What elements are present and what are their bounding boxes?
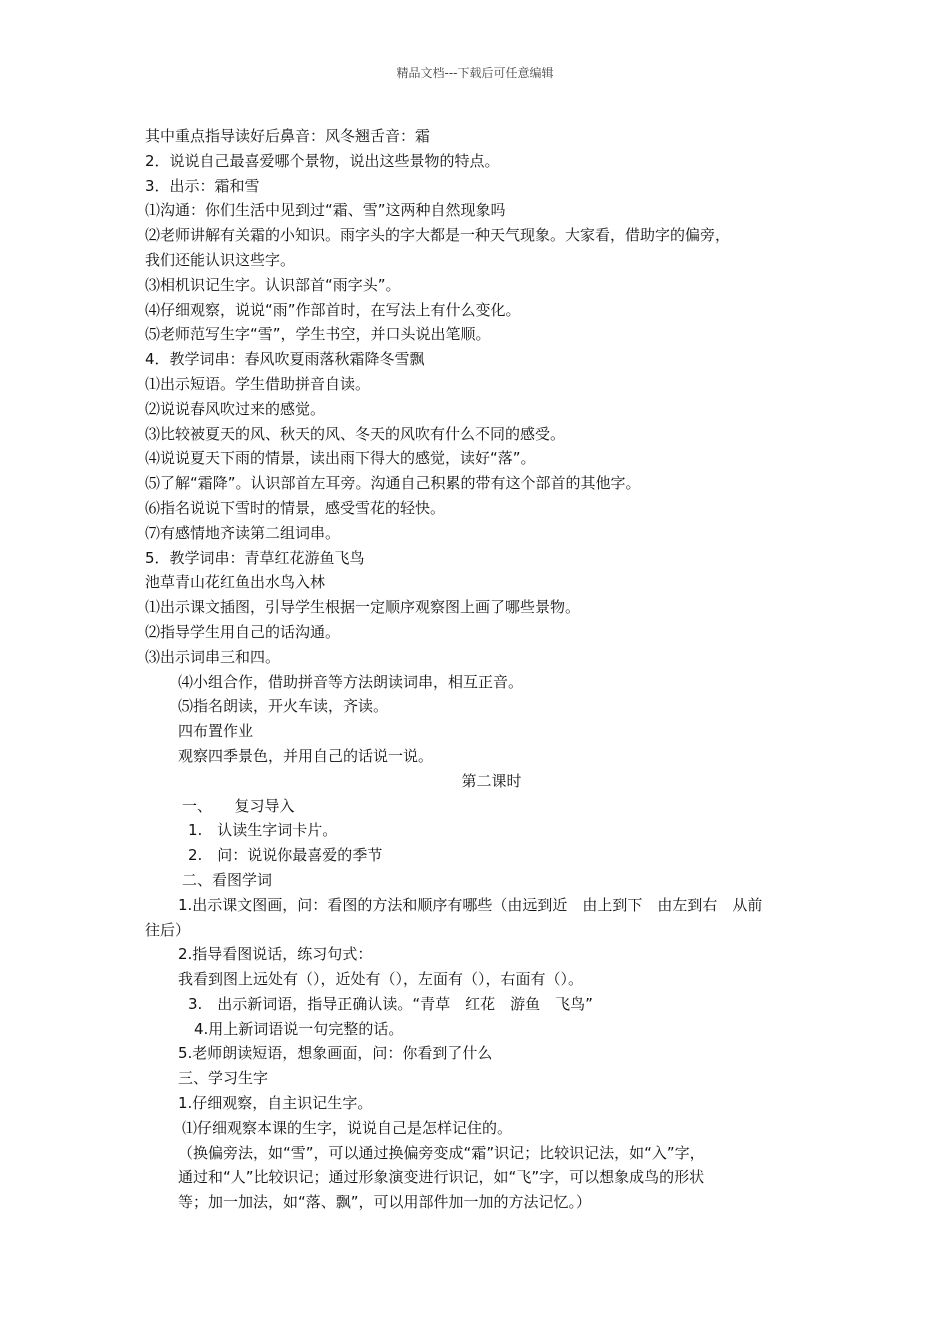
text-line: 池草青山花红鱼出水鸟入林: [145, 573, 326, 592]
text-line: ⑴出示短语。学生借助拼音自读。: [145, 374, 371, 393]
section-heading: 四布置作业: [178, 722, 254, 741]
text-line: 3．出示：霜和雪: [145, 176, 260, 195]
text-line: ⑷小组合作，借助拼音等方法朗读词串，相互正音。: [178, 672, 524, 691]
text-line: ⑶相机识记生字。认识部首“雨字头”。: [145, 275, 401, 294]
text-line: ⑺有感情地齐读第二组词串。: [145, 523, 341, 542]
text-line: 其中重点指导读好后鼻音：风冬翘舌音：霜: [145, 127, 431, 145]
text-line: 2. 问：说说你最喜爱的季节: [188, 846, 383, 865]
text-line: ⑹指名说说下雪时的情景，感受雪花的轻快。: [145, 498, 446, 517]
text-line: ⑸老师范写生字“雪”，学生书空，并口头说出笔顺。: [145, 325, 491, 344]
text-line: ⑷说说夏天下雨的情景，读出雨下得大的感觉，读好“落”。: [145, 449, 536, 468]
text-line: 2．说说自己最喜爱哪个景物，说出这些景物的特点。: [145, 151, 500, 170]
text-line: 5.老师朗读短语，想象画面，问：你看到了什么: [178, 1044, 493, 1063]
text-line: 我们还能认识这些字。: [145, 250, 296, 269]
text-line: 1.出示课文图画，问：看图的方法和顺序有哪些（由远到近 由上到下 由左到右 从前: [178, 895, 763, 914]
text-line: 3. 出示新词语，指导正确认读。“青草 红花 游鱼 飞鸟”: [188, 994, 593, 1013]
text-line: 我看到图上远处有（），近处有（），左面有（），右面有（）。: [178, 970, 584, 989]
text-line: 通过和“人”比较识记；通过形象演变进行识记，如“飞”字，可以想象成鸟的形状: [178, 1168, 705, 1187]
text-line: ⑷仔细观察，说说“雨”作部首时，在写法上有什么变化。: [145, 300, 521, 319]
text-line: ⑵说说春风吹过来的感觉。: [145, 399, 326, 418]
section-heading: 三、学习生字: [178, 1069, 269, 1088]
text-line: 1. 认读生字词卡片。: [188, 821, 338, 840]
text-line: （换偏旁法，如“雪”，可以通过换偏旁变成“霜”识记；比较识记法，如“入”字，: [178, 1143, 705, 1162]
text-line: ⑶比较被夏天的风、秋天的风、冬天的风吹有什么不同的感受。: [145, 424, 566, 443]
text-line: ⑵老师讲解有关霜的小知识。雨字头的字大都是一种天气现象。大家看，借助字的偏旁，: [145, 226, 731, 245]
text-line: 4.用上新词语说一句完整的话。: [194, 1019, 404, 1038]
text-line: 4．教学词串：春风吹夏雨落秋霜降冬雪飘: [145, 350, 425, 369]
text-line: ⑸了解“霜降”。认识部首左耳旁。沟通自己积累的带有这个部首的其他字。: [145, 474, 641, 493]
text-line: ⑴仔细观察本课的生字，说说自己是怎样记住的。: [182, 1118, 513, 1137]
text-line: 观察四季景色，并用自己的话说一说。: [178, 746, 434, 765]
section-heading: 二、看图学词: [182, 870, 273, 889]
text-line: 等；加一加法，如“落、飘”，可以用部件加一加的方法记忆。）: [178, 1193, 592, 1212]
text-line: 往后）: [145, 920, 191, 939]
text-line: ⑵指导学生用自己的话沟通。: [145, 622, 341, 641]
text-line: 1.仔细观察，自主识记生字。: [178, 1094, 373, 1113]
text-line: ⑶出示词串三和四。: [145, 647, 281, 666]
lesson-title: 第二课时: [461, 771, 522, 790]
text-line: 5．教学词串：青草红花游鱼飞鸟: [145, 548, 365, 567]
text-line: ⑴出示课文插图，引导学生根据一定顺序观察图上画了哪些景物。: [145, 598, 581, 617]
text-line: ⑸指名朗读，开火车读，齐读。: [178, 697, 389, 716]
text-line: 2.指导看图说话，练习句式：: [178, 945, 373, 964]
section-heading: 一、 复习导入: [182, 796, 295, 815]
page-header: 精品文档---下载后可任意编辑: [396, 66, 554, 80]
text-line: ⑴沟通：你们生活中见到过“霜、雪”这两种自然现象吗: [145, 201, 506, 220]
document-body: [0, 124, 950, 1215]
